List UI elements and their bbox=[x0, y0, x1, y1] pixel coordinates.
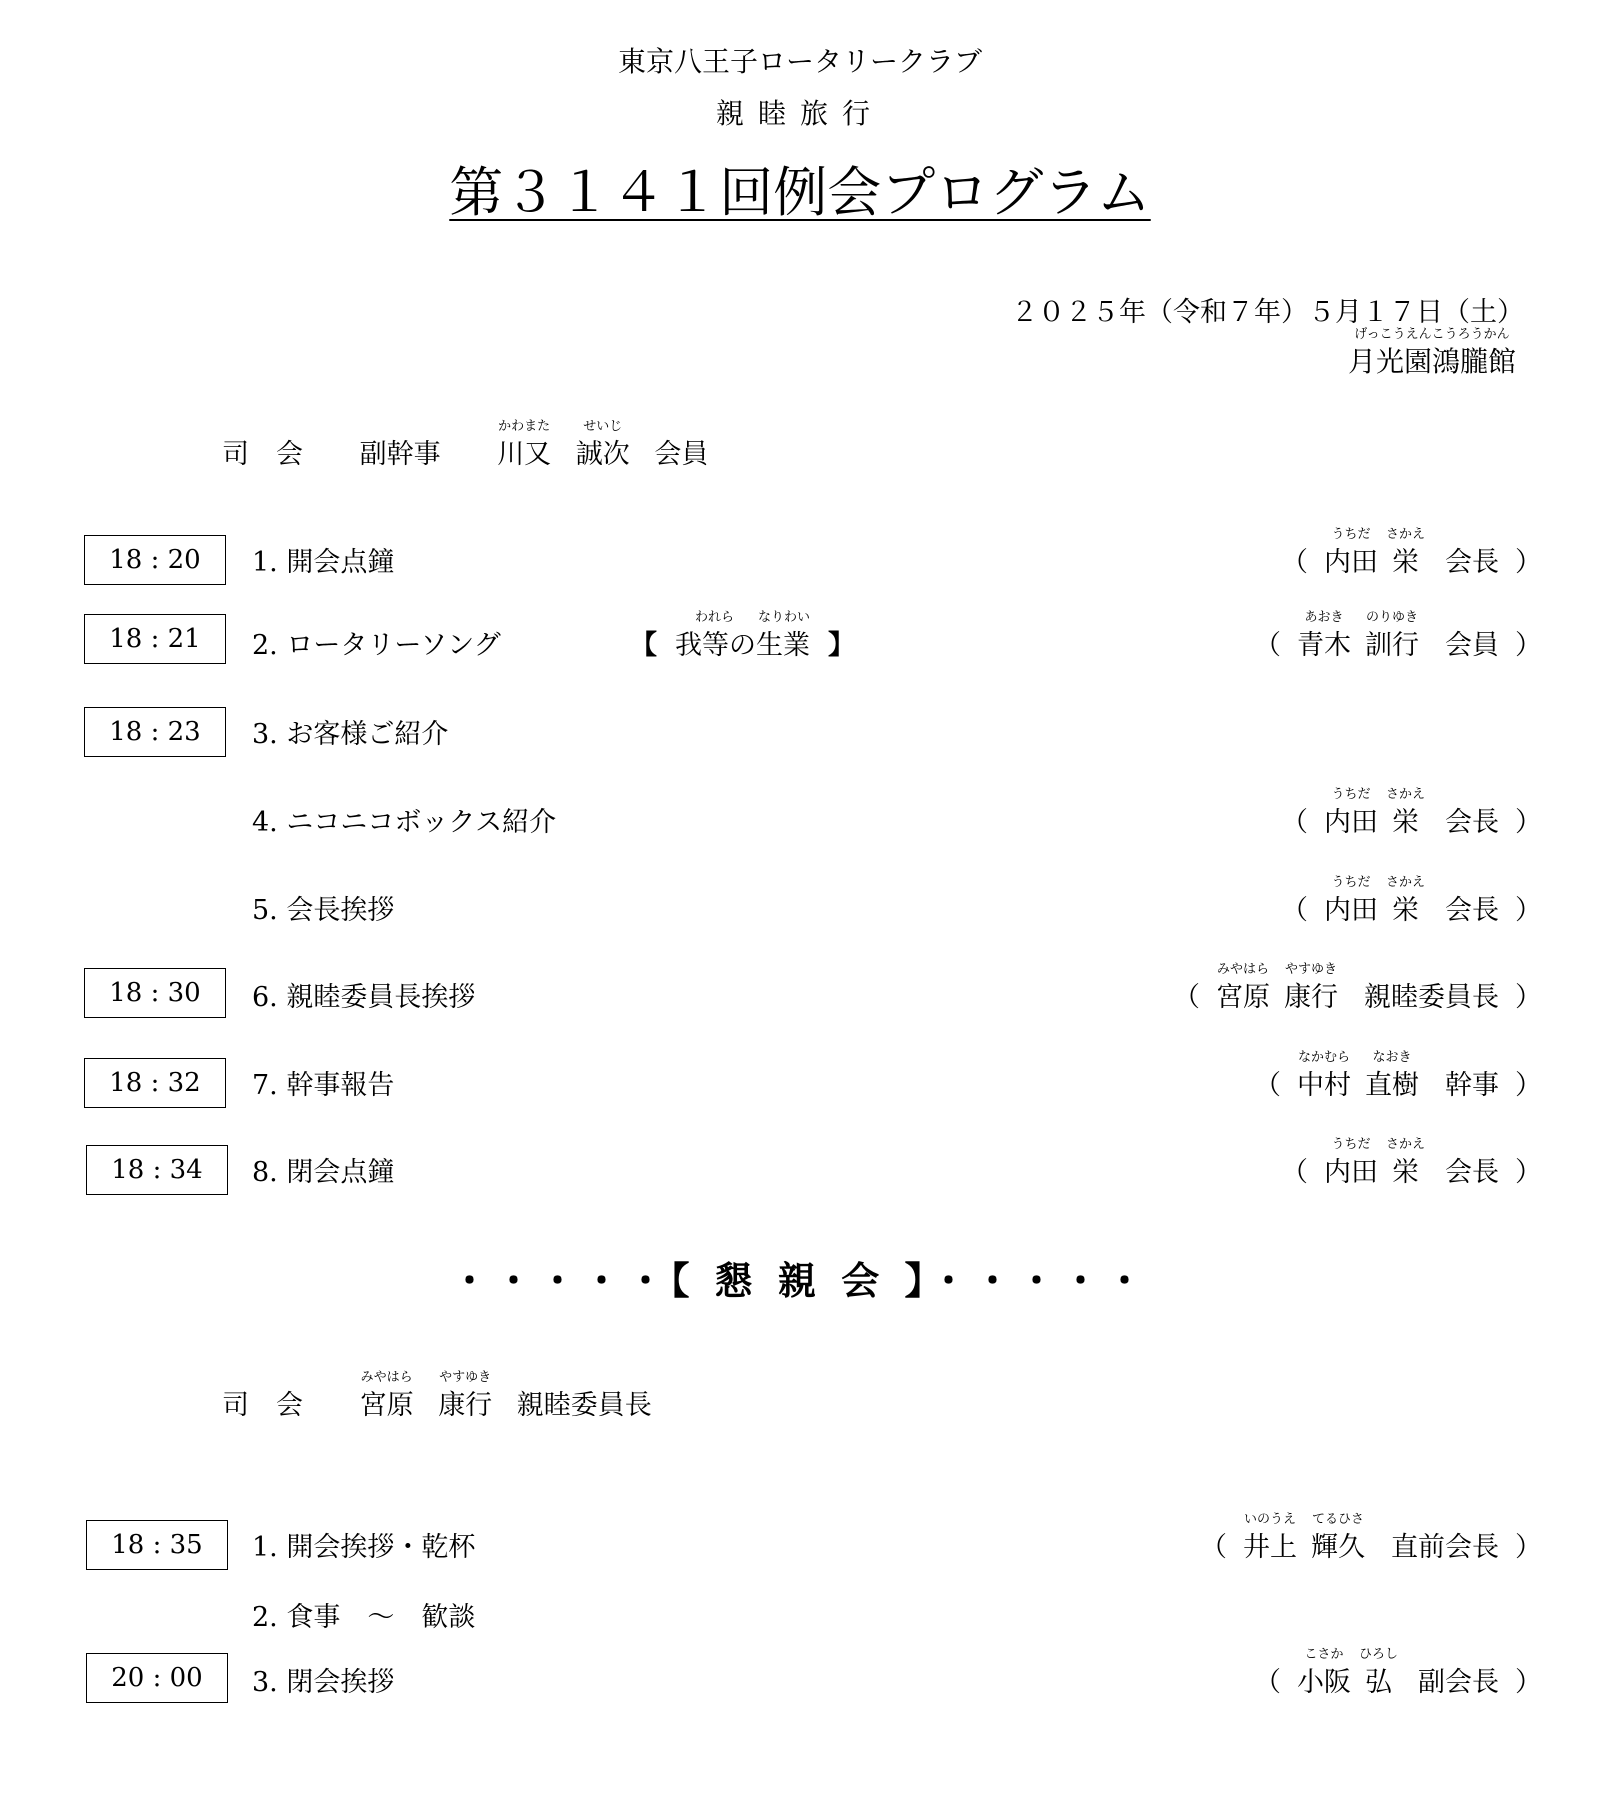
program-item: 8. 閉会点鐘 bbox=[252, 1157, 395, 1188]
party-mc: 司 会 みやはら 宮原 やすゆき 康行 親睦委員長 bbox=[222, 1370, 652, 1421]
meeting-mc: 司 会 副幹事 かわまた 川又 せいじ 誠次 会員 bbox=[222, 419, 709, 470]
speaker: （ うちだ 内田 さかえ 栄 会長 ） bbox=[1281, 787, 1542, 838]
party-heading: ・・・・・【 懇 親 会 】・・・・・ bbox=[450, 1258, 1150, 1303]
venue: げっこうえんこうろうかん 月光園鴻朧館 bbox=[1347, 327, 1516, 378]
program-item: 7. 幹事報告 bbox=[252, 1070, 395, 1101]
program-item: 6. 親睦委員長挨拶 bbox=[252, 982, 476, 1013]
time-box: 20 : 00 bbox=[86, 1653, 228, 1703]
time-box: 18 : 34 bbox=[86, 1145, 228, 1195]
program-item: 2. 食事 ～ 歓談 bbox=[252, 1602, 476, 1633]
page-title: 第３１４１回例会プログラム bbox=[449, 161, 1151, 224]
speaker: （ こさか 小阪 ひろし 弘 副会長 ） bbox=[1254, 1647, 1542, 1698]
organization-name: 東京八王子ロータリークラブ bbox=[617, 45, 982, 78]
speaker: （ うちだ 内田 さかえ 栄 会長 ） bbox=[1281, 527, 1542, 578]
program-item: 1. 開会挨拶・乾杯 bbox=[252, 1532, 476, 1563]
meeting-date: ２０２５年（令和７年）５月１７日（土） bbox=[1011, 297, 1524, 328]
program-item: 3. お客様ご紹介 bbox=[252, 719, 449, 750]
speaker: （ あおき 青木 のりゆき 訓行 会員 ） bbox=[1254, 610, 1542, 661]
time-box: 18 : 23 bbox=[84, 707, 226, 757]
speaker: （ うちだ 内田 さかえ 栄 会長 ） bbox=[1281, 1137, 1542, 1188]
program-item: 2. ロータリーソング bbox=[252, 630, 501, 661]
program-item: 4. ニコニコボックス紹介 bbox=[252, 807, 557, 838]
time-box: 18 : 21 bbox=[84, 614, 226, 664]
program-item: 1. 開会点鐘 bbox=[252, 547, 395, 578]
song-title: 【 われら なりわい 我等の生業 】 bbox=[630, 610, 855, 661]
subtitle: 親睦旅行 bbox=[715, 97, 884, 130]
speaker: （ いのうえ 井上 てるひさ 輝久 直前会長 ） bbox=[1200, 1512, 1542, 1563]
speaker: （ なかむら 中村 なおき 直樹 幹事 ） bbox=[1254, 1050, 1542, 1101]
speaker: （ うちだ 内田 さかえ 栄 会長 ） bbox=[1281, 875, 1542, 926]
program-item: 3. 閉会挨拶 bbox=[252, 1667, 395, 1698]
time-box: 18 : 20 bbox=[84, 535, 226, 585]
time-box: 18 : 35 bbox=[86, 1520, 228, 1570]
speaker: （ みやはら 宮原 やすゆき 康行 親睦委員長 ） bbox=[1173, 962, 1542, 1013]
time-box: 18 : 32 bbox=[84, 1058, 226, 1108]
time-box: 18 : 30 bbox=[84, 968, 226, 1018]
program-item: 5. 会長挨拶 bbox=[252, 895, 395, 926]
